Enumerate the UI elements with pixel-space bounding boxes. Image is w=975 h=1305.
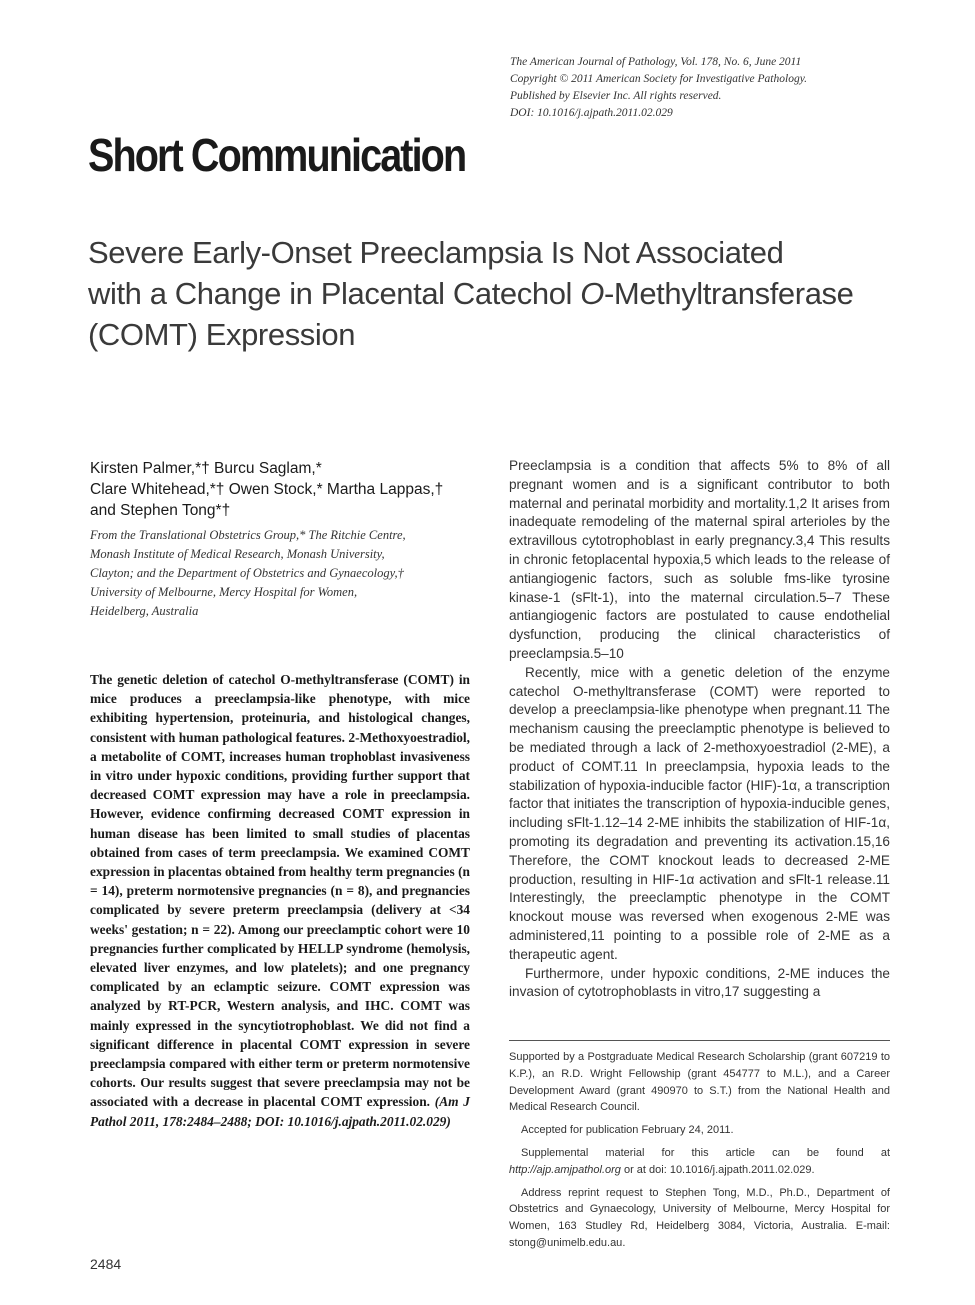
journal-publisher: Published by Elsevier Inc. All rights reserved.: [510, 90, 722, 102]
affiliation-line-2: Monash Institute of Medical Research, Monash University,: [90, 547, 385, 561]
funding-note: Supported by a Postgraduate Medical Research Scholarship (grant 607219 to K.P.), an R.D. Wright Fellowship (grant 454777 to M.L.), and a Career Development Award (grant 490970 to S.T.) from the National Health and Medical Research Council.: [509, 1051, 890, 1114]
footnotes: [509, 1049, 890, 1258]
abstract-text: The genetic deletion of catechol O-methyltransferase (COMT) in mice produces a preeclampsia-like phenotype, with mice exhibiting hypertension, proteinuria, and histological changes, consistent with human pathological features. 2-Methoxyoestradiol, a metabolite of COMT, increases human trophoblast invasiveness in vitro under hypoxic conditions, providing further support that decreased COMT expression may have a role in preeclampsia. However, evidence confirming decreased COMT expression in human disease has been limited to small studies of placentas obtained from cases of term preeclampsia. We examined COMT expression in placentas obtained from healthy term pregnancies (n = 14), preterm normotensive pregnancies (n = 8), and pregnancies complicated by severe preterm preeclampsia (delivery at <34 weeks' gestation; n = 22). Among our preeclamptic cohort were 10 pregnancies further complicated by HELLP syndrome (hemolysis, elevated liver enzymes, and low platelets); and one pregnancy complicated by an eclamptic seizure. COMT expression was analyzed by RT-PCR, Western analysis, and IHC. COMT was mainly expressed in the syncytiotrophoblast. We did not find a significant difference in placental COMT expression in severe preeclampsia compared with either term or preterm normotensive cohorts. Our results suggest that severe preeclampsia may not be associated with a decrease in placental COMT expression.: [90, 672, 470, 1110]
body-paragraph-1: Preeclampsia is a condition that affects 5% to 8% of all pregnant women and is a significant contributor to both maternal and perinatal morbidity and mortality.1,2 It arises from inadequate remodeling of the maternal spiral arterioles by the extravillous cytotrophoblast in early pregnancy.3,4 This results in chronic fetoplacental hypoxia,5 which leads to the release of antiangiogenic factors, such as soluble fms-like tyrosine kinase-1 (sFlt-1), into the maternal circulation.5–7 These antiangiogenic factors are postulated to cause endothelial dysfunction, producing the clinical characteristics of preeclampsia.5–10: [509, 458, 890, 661]
supplemental-note: Supplemental material for this article can be found at http://ajp.amjpathol.org or at doi: 10.1016/j.ajpath.2011.02.029.: [509, 1146, 890, 1176]
section-label: Short Communication: [88, 129, 466, 181]
author-list: [90, 458, 480, 521]
title-line-2: with a Change in Placental Catechol O-Methyltransferase: [88, 276, 854, 311]
abstract: [90, 670, 470, 1131]
title-line-1: Severe Early-Onset Preeclampsia Is Not Associated: [88, 235, 784, 270]
reprint-email-link[interactable]: stong@unimelb.edu.au: [509, 1236, 623, 1249]
journal-doi: DOI: 10.1016/j.ajpath.2011.02.029: [510, 107, 673, 119]
article-title: [88, 232, 908, 355]
abstract-citation: (Am J Pathol 2011, 178:2484–2488; DOI: 10.1016/j.ajpath.2011.02.029): [90, 1094, 471, 1129]
journal-citation: The American Journal of Pathology, Vol. 178, No. 6, June 2011: [510, 56, 802, 68]
authors-line-1: Kirsten Palmer,*† Burcu Saglam,*: [90, 460, 322, 477]
affiliation: [90, 526, 480, 621]
body-text: [509, 457, 890, 1002]
journal-copyright: Copyright © 2011 American Society for Investigative Pathology.: [510, 73, 808, 85]
authors-line-3: and Stephen Tong*†: [90, 502, 231, 519]
affiliation-line-4: University of Melbourne, Mercy Hospital for Women,: [90, 585, 358, 599]
footnote-divider: [509, 1040, 890, 1041]
journal-info: [510, 54, 930, 122]
supplemental-link[interactable]: http://ajp.amjpathol.org: [509, 1163, 621, 1176]
page-number: 2484: [90, 1256, 122, 1272]
body-paragraph-3: Furthermore, under hypoxic conditions, 2-ME induces the invasion of cytotrophoblasts in vitro,17 suggesting a: [509, 965, 890, 1000]
supplemental-doi[interactable]: doi: 10.1016/j.ajpath.2011.02.029: [649, 1163, 812, 1176]
affiliation-line-3: Clayton; and the Department of Obstetrics and Gynaecology,†: [90, 566, 404, 580]
title-line-3: (COMT) Expression: [88, 317, 356, 352]
body-paragraph-2: Recently, mice with a genetic deletion of the enzyme catechol O-methyltransferase (COMT) were reported to develop a preeclampsia-like phenotype when pregnant.11 The mechanism causing the preeclamptic phenotype is believed to be mediated through a lack of 2-methoxyoestradiol (2-ME), a product of COMT.11 In preeclampsia, hypoxia leads to the stabilization of hypoxia-inducible factor (HIF)-1α, a transcription factor that initiates the transcription of hypoxia-inducible genes, including sFlt-1.12–14 2-ME inhibits the stabilization of HIF-1α, promoting its degradation and preventing its activation.15,16 Therefore, the COMT knockout leads to decreased 2-ME production, resulting in HIF-1α activation and sFlt-1 release.11 Interestingly, the preeclamptic phenotype in the COMT knockout mouse was reversed when exogenous 2-ME was administered,11 pointing to a possible role of 2-ME as a therapeutic agent.: [509, 664, 890, 962]
authors-line-2: Clare Whitehead,*† Owen Stock,* Martha Lappas,†: [90, 481, 444, 498]
affiliation-line-1: From the Translational Obstetrics Group,* The Ritchie Centre,: [90, 528, 406, 542]
accepted-note: Accepted for publication February 24, 2011.: [521, 1124, 734, 1137]
affiliation-line-5: Heidelberg, Australia: [90, 604, 199, 618]
reprint-note: Address reprint request to Stephen Tong, M.D., Ph.D., Department of Obstetrics and Gynaecology, University of Melbourne, Mercy Hospital for Women, 163 Studley Rd, Heidelberg 3084, Victoria, Australia. E-mail: stong@unimelb.edu.au.: [509, 1186, 890, 1249]
